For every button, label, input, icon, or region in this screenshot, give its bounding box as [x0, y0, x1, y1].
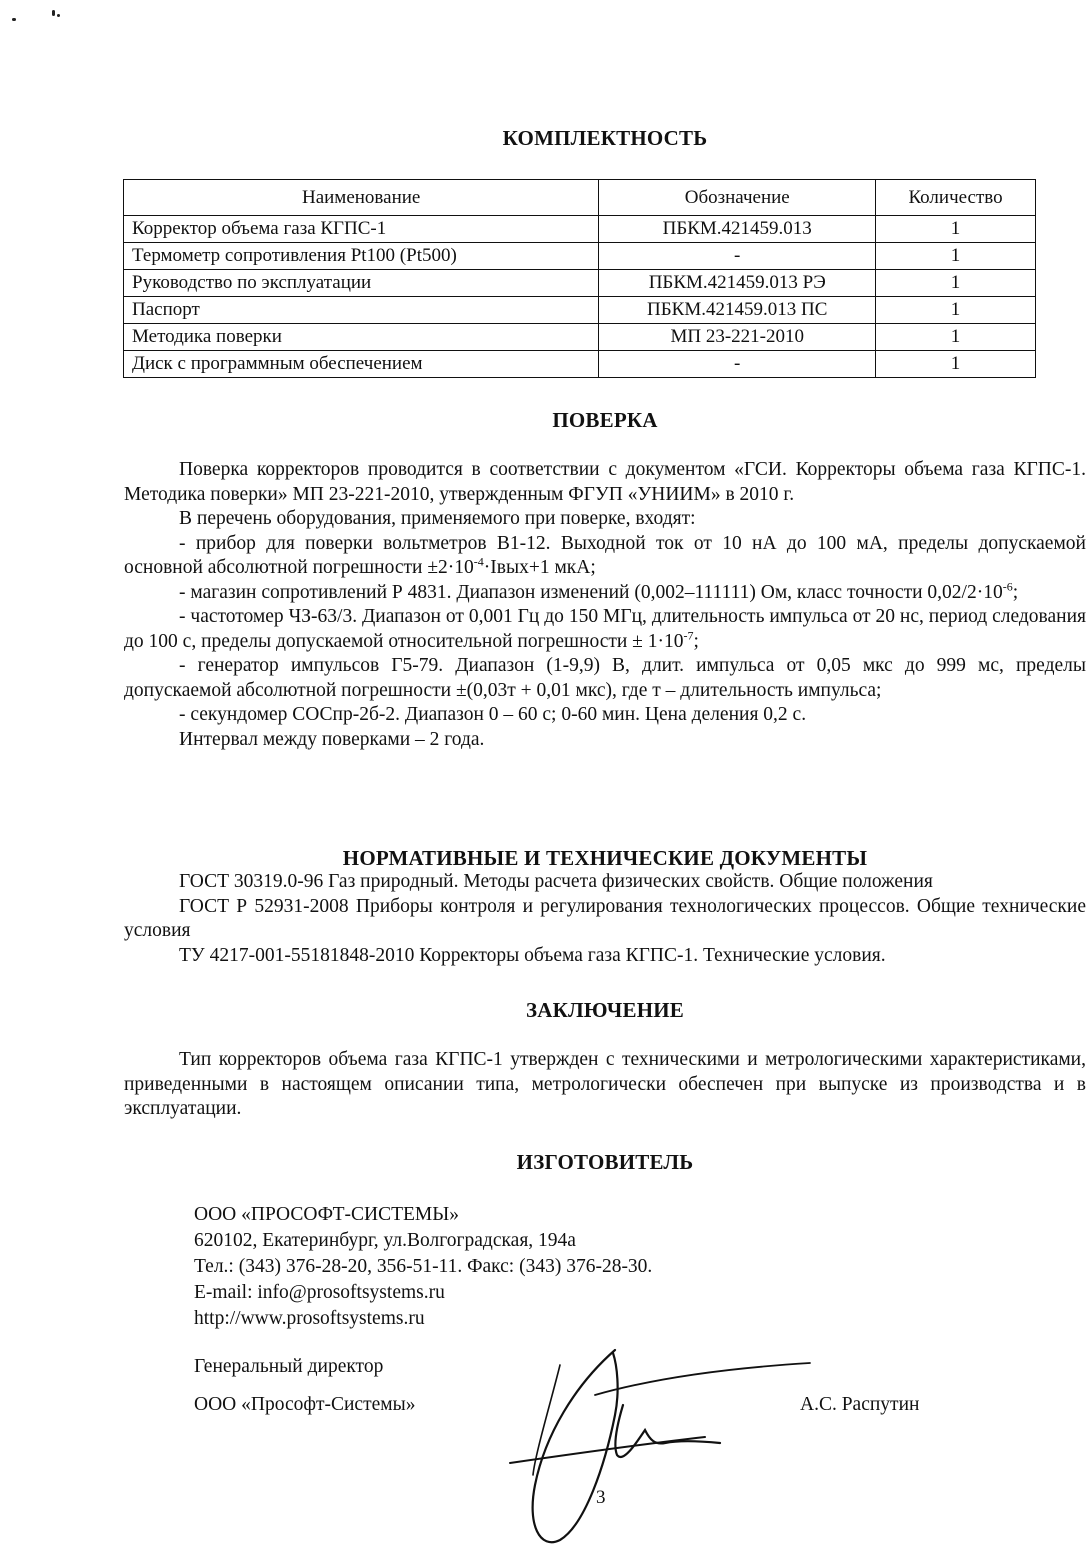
item-text: ;	[693, 630, 699, 652]
company-email: E-mail: info@prosoftsystems.ru	[194, 1282, 445, 1303]
normative-doc: ГОСТ 30319.0-96 Газ природный. Методы расчета физических свойств. Общие положения	[179, 871, 933, 892]
verification-title: ПОВЕРКА	[552, 408, 658, 432]
equipment-item	[124, 605, 1086, 654]
exponent: -4	[473, 554, 484, 569]
table-row	[124, 243, 1036, 270]
signatory-organization: ООО «Прософт-Системы»	[194, 1394, 416, 1415]
table-row	[124, 351, 1036, 378]
signatory-name: А.С. Распутин	[800, 1394, 920, 1415]
table-row	[124, 297, 1036, 324]
handwritten-signature	[505, 1345, 825, 1555]
item-text: - прибор для поверки вольтметров В1-12. Выходной ток от 10 нА до 100 мА, пределы допускаемой основной абсолютной погрешности ±2·10	[124, 532, 1086, 578]
column-header-name: Наименование	[124, 180, 599, 216]
equipment-item	[124, 532, 1086, 581]
equipment-item: - секундомер СОСпр-2б-2. Диапазон 0 – 60 с; 0-60 мин. Цена деления 0,2 с.	[179, 704, 807, 725]
cell-code: МП 23-221-2010	[599, 324, 876, 351]
conclusion-body	[124, 1048, 1086, 1122]
cell-name: Термометр сопротивления Pt100 (Pt500)	[124, 243, 599, 270]
manufacturer-title: ИЗГОТОВИТЕЛЬ	[516, 1150, 694, 1174]
signatory-position: Генеральный директор	[194, 1356, 384, 1377]
manufacturer-details	[194, 1202, 652, 1332]
cell-name: Методика поверки	[124, 324, 599, 351]
cell-code: -	[599, 351, 876, 378]
conclusion-title: ЗАКЛЮЧЕНИЕ	[525, 998, 685, 1022]
cell-code: ПБКМ.421459.013 ПС	[599, 297, 876, 324]
equipment-item: - генератор импульсов Г5-79. Диапазон (1-9,9) В, длит. импульса от 0,05 мкс до 999 мс, пределы допускаемой абсолютной погрешности ±(0,03т + 0,01 мкс), где т – длительность импульса;	[124, 655, 1086, 701]
normative-body	[124, 870, 1086, 968]
cell-name: Корректор объема газа КГПС-1	[124, 216, 599, 243]
company-address: 620102, Екатеринбург, ул.Волгоградская, 194а	[194, 1230, 576, 1251]
verification-body	[124, 458, 1086, 752]
cell-name: Руководство по эксплуатации	[124, 270, 599, 297]
normative-doc: ГОСТ Р 52931-2008 Приборы контроля и регулирования технологических процессов. Общие технические условия	[124, 895, 1086, 941]
kit-title: КОМПЛЕКТНОСТЬ	[502, 126, 708, 150]
conclusion-text: Тип корректоров объема газа КГПС-1 утвержден с техническими и метрологическими характеристиками, приведенными в настоящем описании типа, метрологически обеспечен при выпуске из производства и в эксплуатации.	[124, 1049, 1086, 1119]
cell-name: Диск с программным обеспечением	[124, 351, 599, 378]
equipment-list-intro: В перечень оборудования, применяемого при поверке, входят:	[179, 508, 696, 529]
exponent: -6	[1002, 579, 1013, 593]
normative-title: НОРМАТИВНЫЕ И ТЕХНИЧЕСКИЕ ДОКУМЕНТЫ	[342, 846, 868, 870]
cell-code: ПБКМ.421459.013 РЭ	[599, 270, 876, 297]
cell-qty: 1	[876, 216, 1036, 243]
item-text: - частотомер ЧЗ-63/3. Диапазон от 0,001 Гц до 150 МГц, длительность импульса от 20 нс, период следования до 100 с, пределы допускаемой относительной погрешности ± 1·10	[124, 606, 1086, 652]
scan-speck	[57, 14, 60, 17]
item-text: - магазин сопротивлений Р 4831. Диапазон изменений (0,002–111111) Ом, класс точности 0,02/2·10	[179, 581, 1003, 603]
cell-qty: 1	[876, 270, 1036, 297]
table-row	[124, 324, 1036, 351]
scan-speck	[52, 10, 55, 16]
company-name: ООО «ПРОСОФТ-СИСТЕМЫ»	[194, 1204, 460, 1225]
equipment-item	[124, 581, 1086, 606]
exponent: -7	[683, 628, 694, 642]
kit-table	[123, 179, 1036, 378]
table-row	[124, 270, 1036, 297]
item-text: ·Iвых+1 мкА;	[483, 557, 596, 578]
column-header-code: Обозначение	[599, 180, 876, 216]
page-number: 3	[596, 1487, 606, 1508]
table-row	[124, 216, 1036, 243]
verification-intro: Поверка корректоров проводится в соответствии с документом «ГСИ. Корректоры объема газа КГПС-1. Методика поверки» МП 23-221-2010, утвержденным ФГУП «УНИИМ» в 2010 г.	[124, 459, 1086, 505]
cell-qty: 1	[876, 297, 1036, 324]
cell-name: Паспорт	[124, 297, 599, 324]
kit-table-header	[124, 180, 1036, 216]
item-text: ;	[1012, 581, 1019, 603]
company-phone: Тел.: (343) 376-28-20, 356-51-11. Факс: (343) 376-28-30.	[194, 1256, 653, 1277]
cell-code: ПБКМ.421459.013	[599, 216, 876, 243]
column-header-qty: Количество	[876, 180, 1036, 216]
verification-interval: Интервал между поверками – 2 года.	[179, 728, 485, 750]
cell-qty: 1	[876, 324, 1036, 351]
cell-qty: 1	[876, 351, 1036, 378]
normative-doc: ТУ 4217-001-55181848-2010 Корректоры объема газа КГПС-1. Технические условия.	[179, 944, 886, 966]
cell-qty: 1	[876, 243, 1036, 270]
scan-speck	[12, 18, 16, 21]
company-website: http://www.prosoftsystems.ru	[194, 1308, 425, 1329]
cell-code: -	[599, 243, 876, 270]
